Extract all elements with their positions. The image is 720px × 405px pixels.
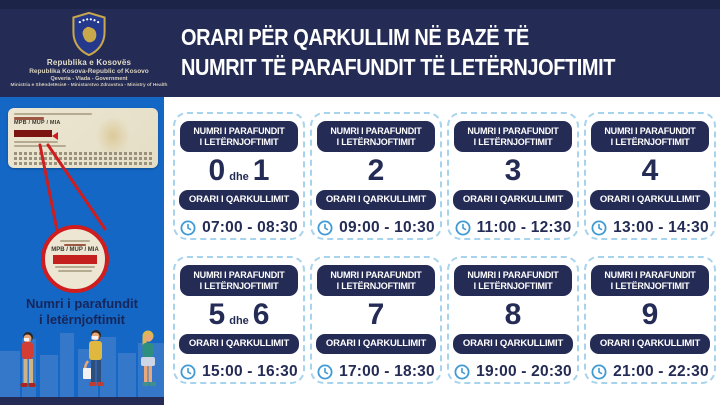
card-header-line1: NUMRI I PARAFUNDIT [467,270,559,280]
clock-icon [455,220,471,236]
card-header-pill [454,121,572,152]
logo-text-line3: Qeveria - Vlada - Government [50,76,128,82]
time-range: 17:00 - 18:30 [339,363,435,380]
card-header-line1: NUMRI I PARAFUNDIT [330,126,422,136]
digit-second: 1 [252,154,270,187]
schedule-header-pill: ORARI I QARKULLIMIT [179,190,299,210]
schedule-header-pill: ORARI I QARKULLIMIT [453,334,573,354]
magnifier-circle [41,225,109,293]
schedule-header-pill: ORARI I QARKULLIMIT [179,334,299,354]
last-digit-value [368,153,385,189]
last-digit-value [209,153,270,189]
digit-conjunction: dhe [229,171,249,183]
card-header-line2: I LETËRNJOFTIMIT [336,136,416,147]
government-logo [0,9,178,97]
clock-icon [317,220,333,236]
card-header-pill [317,265,435,296]
schedule-card-5-6 [173,256,305,384]
clock-icon [454,364,470,380]
panel-bottom-strip [0,397,164,405]
header [0,0,720,97]
time-range: 19:00 - 20:30 [476,363,572,380]
card-header-line2: I LETËRNJOFTIMIT [199,136,279,147]
digit-main: 5 [208,298,226,331]
card-header-pill [180,121,298,152]
time-range: 15:00 - 16:30 [202,363,298,380]
header-top-border [0,0,720,9]
clock-icon [180,220,196,236]
digit-conjunction: dhe [229,315,249,327]
last-digit-value [505,153,522,189]
id-card-issuer-label: MPB / MUP / MIA [14,120,61,126]
page-title-line1: ORARI PËR QARKULLIM NË BAZË TË [181,24,529,50]
schedule-card-8 [447,256,579,384]
clock-icon [591,220,607,236]
schedule-card-9 [584,256,716,384]
card-header-pill [454,265,572,296]
card-header-line1: NUMRI I PARAFUNDIT [330,270,422,280]
schedule-card-4 [584,112,716,240]
card-header-pill [591,121,709,152]
time-range: 07:00 - 08:30 [202,219,298,236]
magnified-id-number-redacted [53,255,97,264]
card-header-line2: I LETËRNJOFTIMIT [473,136,553,147]
digit-second: 6 [252,298,270,331]
digit-main: 4 [641,154,659,187]
last-digit-value [368,297,385,333]
logo-text-line1: Republika e Kosovës [46,58,132,67]
card-header-line1: NUMRI I PARAFUNDIT [604,270,696,280]
schedule-card-7 [310,256,442,384]
time-range: 13:00 - 14:30 [613,219,709,236]
clock-icon [591,364,607,380]
card-header-line1: NUMRI I PARAFUNDIT [193,126,285,136]
card-header-pill [180,265,298,296]
card-header-line2: I LETËRNJOFTIMIT [610,136,690,147]
card-header-line1: NUMRI I PARAFUNDIT [467,126,559,136]
schedule-header-pill: ORARI I QARKULLIMIT [316,190,436,210]
schedule-header-pill: ORARI I QARKULLIMIT [590,190,710,210]
digit-main: 7 [367,298,385,331]
page-title-line2: NUMRIT TË PARAFUNDIT TË LETËRNJOFTIMIT [181,54,616,80]
digit-main: 0 [208,154,226,187]
kosovo-coat-of-arms-icon [69,12,109,56]
last-digit-value [209,297,270,333]
magnified-issuer-label: MPB / MUP / MIA [51,247,99,253]
card-header-line2: I LETËRNJOFTIMIT [610,280,690,291]
clock-icon [180,364,196,380]
panel-caption-line1: Numri i parafundit [26,296,138,311]
page-title [181,22,692,82]
id-card-explainer-panel [0,97,164,405]
schedule-header-pill: ORARI I QARKULLIMIT [453,190,573,210]
card-header-line1: NUMRI I PARAFUNDIT [193,270,285,280]
clock-icon [317,364,333,380]
card-header-line1: NUMRI I PARAFUNDIT [604,126,696,136]
card-header-pill [317,121,435,152]
card-header-line2: I LETËRNJOFTIMIT [199,280,279,291]
panel-caption-line2: i letërnjoftimit [39,312,125,327]
digit-main: 3 [504,154,522,187]
last-digit-value [505,297,522,333]
digit-main: 8 [504,298,522,331]
panel-caption [0,296,164,328]
schedule-card-3 [447,112,579,240]
schedule-card-0-1 [173,112,305,240]
digit-main: 9 [641,298,659,331]
time-range: 09:00 - 10:30 [339,219,435,236]
time-range: 21:00 - 22:30 [613,363,709,380]
card-header-line2: I LETËRNJOFTIMIT [336,280,416,291]
card-header-pill [591,265,709,296]
last-digit-value [642,153,659,189]
schedule-cards-grid [164,97,720,405]
schedule-card-2 [310,112,442,240]
last-digit-value [642,297,659,333]
digit-main: 2 [367,154,385,187]
time-range: 11:00 - 12:30 [476,219,572,236]
logo-text-line2: Republika Kosova-Republic of Kosovo [29,68,149,75]
card-header-line2: I LETËRNJOFTIMIT [473,280,553,291]
logo-text-line4: Ministria e Shëndetësisë - Ministarstvo Zdravstva - Ministry of Health [10,83,168,88]
schedule-header-pill: ORARI I QARKULLIMIT [590,334,710,354]
schedule-header-pill: ORARI I QARKULLIMIT [316,334,436,354]
